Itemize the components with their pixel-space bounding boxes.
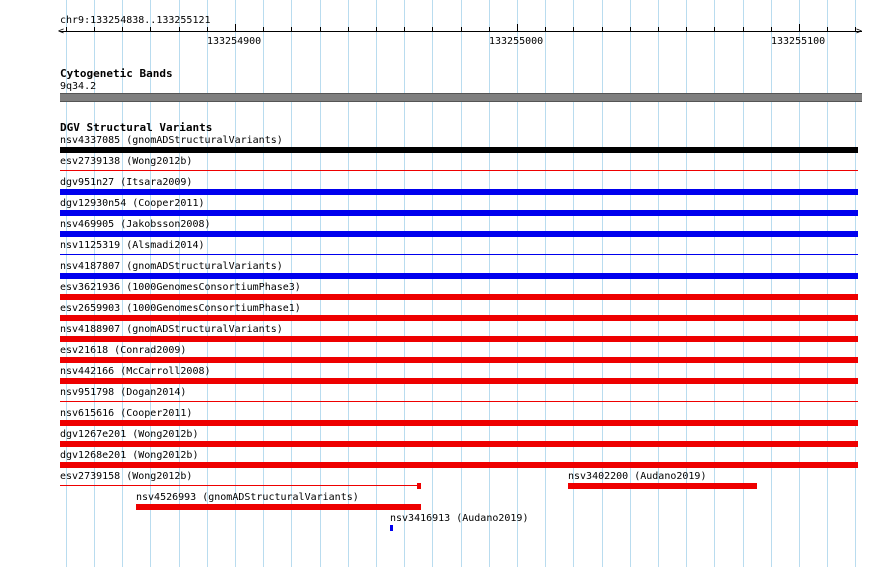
location-label: chr9:133254838..133255121 — [60, 15, 211, 26]
minor-tick — [573, 27, 574, 32]
feature-label: nsv3402200 (Audano2019) — [568, 471, 707, 482]
minor-tick — [404, 27, 405, 32]
feature-label: esv21618 (Conrad2009) — [60, 345, 187, 356]
feature-label: nsv4526993 (gnomADStructuralVariants) — [136, 492, 359, 503]
major-tick — [235, 24, 236, 32]
minor-tick — [630, 27, 631, 32]
feature-bar[interactable] — [60, 485, 421, 486]
feature-label: nsv4337085 (gnomADStructuralVariants) — [60, 135, 283, 146]
minor-tick — [122, 27, 123, 32]
minor-tick — [658, 27, 659, 32]
feature-bar[interactable] — [60, 378, 858, 384]
grid-line — [545, 0, 546, 567]
grid-line — [376, 0, 377, 567]
tick-label: 133255100 — [771, 36, 826, 47]
minor-tick — [827, 27, 828, 32]
feature-bar[interactable] — [60, 273, 858, 279]
feature-label: esv2739158 (Wong2012b) — [60, 471, 193, 482]
feature-label: dgv951n27 (Itsara2009) — [60, 177, 193, 188]
grid-line — [461, 0, 462, 567]
grid-line — [827, 0, 828, 567]
feature-bar[interactable] — [60, 420, 858, 426]
feature-bar[interactable] — [60, 441, 858, 447]
minor-tick — [348, 27, 349, 32]
tick-label: 133255000 — [489, 36, 544, 47]
minor-tick — [686, 27, 687, 32]
feature-label: nsv469905 (Jakobsson2008) — [60, 219, 211, 230]
feature-label: nsv1125319 (Alsmadi2014) — [60, 240, 205, 251]
feature-label: nsv4188907 (gnomADStructuralVariants) — [60, 324, 283, 335]
feature-label: nsv442166 (McCarroll2008) — [60, 366, 211, 377]
feature-bar[interactable] — [60, 294, 858, 300]
ruler-left-arrow: < — [58, 26, 65, 37]
grid-line — [348, 0, 349, 567]
minor-tick — [263, 27, 264, 32]
feature-label: nsv951798 (Dogan2014) — [60, 387, 187, 398]
minor-tick — [714, 27, 715, 32]
grid-line — [743, 0, 744, 567]
minor-tick — [320, 27, 321, 32]
feature-label: dgv1267e201 (Wong2012b) — [60, 429, 199, 440]
band-label: 9q34.2 — [60, 81, 97, 92]
feature-bar[interactable] — [60, 231, 858, 237]
feature-bar-end[interactable] — [417, 483, 421, 489]
feature-bar[interactable] — [60, 210, 858, 216]
feature-bar[interactable] — [60, 401, 858, 402]
cytoband-bar[interactable] — [60, 93, 862, 102]
ruler-right-arrow: > — [856, 26, 863, 37]
feature-bar[interactable] — [60, 189, 858, 195]
tick-label: 133254900 — [207, 36, 262, 47]
minor-tick — [545, 27, 546, 32]
minor-tick — [291, 27, 292, 32]
feature-bar[interactable] — [60, 315, 858, 321]
grid-line — [404, 0, 405, 567]
feature-bar[interactable] — [60, 357, 858, 363]
feature-bar[interactable] — [60, 170, 858, 171]
feature-label: esv3621936 (1000GenomesConsortiumPhase3) — [60, 282, 301, 293]
minor-tick — [771, 27, 772, 32]
feature-bar[interactable] — [60, 336, 858, 342]
minor-tick — [432, 27, 433, 32]
grid-line — [714, 0, 715, 567]
minor-tick — [489, 27, 490, 32]
minor-tick — [150, 27, 151, 32]
feature-label: esv2739138 (Wong2012b) — [60, 156, 193, 167]
grid-line — [489, 0, 490, 567]
grid-line — [320, 0, 321, 567]
minor-tick — [743, 27, 744, 32]
feature-bar[interactable] — [60, 254, 858, 255]
feature-label: dgv1268e201 (Wong2012b) — [60, 450, 199, 461]
feature-label: esv2659903 (1000GenomesConsortiumPhase1) — [60, 303, 301, 314]
grid-line — [517, 0, 518, 567]
grid-line — [855, 0, 856, 567]
feature-label: dgv12930n54 (Cooper2011) — [60, 198, 205, 209]
minor-tick — [461, 27, 462, 32]
minor-tick — [855, 27, 856, 32]
major-tick — [799, 24, 800, 32]
minor-tick — [207, 27, 208, 32]
feature-bar[interactable] — [60, 462, 858, 468]
minor-tick — [94, 27, 95, 32]
grid-line — [799, 0, 800, 567]
grid-line — [432, 0, 433, 567]
track-title: Cytogenetic Bands — [60, 67, 173, 80]
feature-label: nsv3416913 (Audano2019) — [390, 513, 529, 524]
feature-bar[interactable] — [390, 525, 393, 531]
feature-label: nsv615616 (Cooper2011) — [60, 408, 193, 419]
minor-tick — [376, 27, 377, 32]
grid-line — [771, 0, 772, 567]
minor-tick — [179, 27, 180, 32]
minor-tick — [66, 27, 67, 32]
track-title: DGV Structural Variants — [60, 121, 213, 134]
feature-label: nsv4187807 (gnomADStructuralVariants) — [60, 261, 283, 272]
minor-tick — [602, 27, 603, 32]
feature-bar[interactable] — [60, 147, 858, 153]
feature-bar[interactable] — [136, 504, 421, 510]
feature-bar[interactable] — [568, 483, 757, 489]
major-tick — [517, 24, 518, 32]
